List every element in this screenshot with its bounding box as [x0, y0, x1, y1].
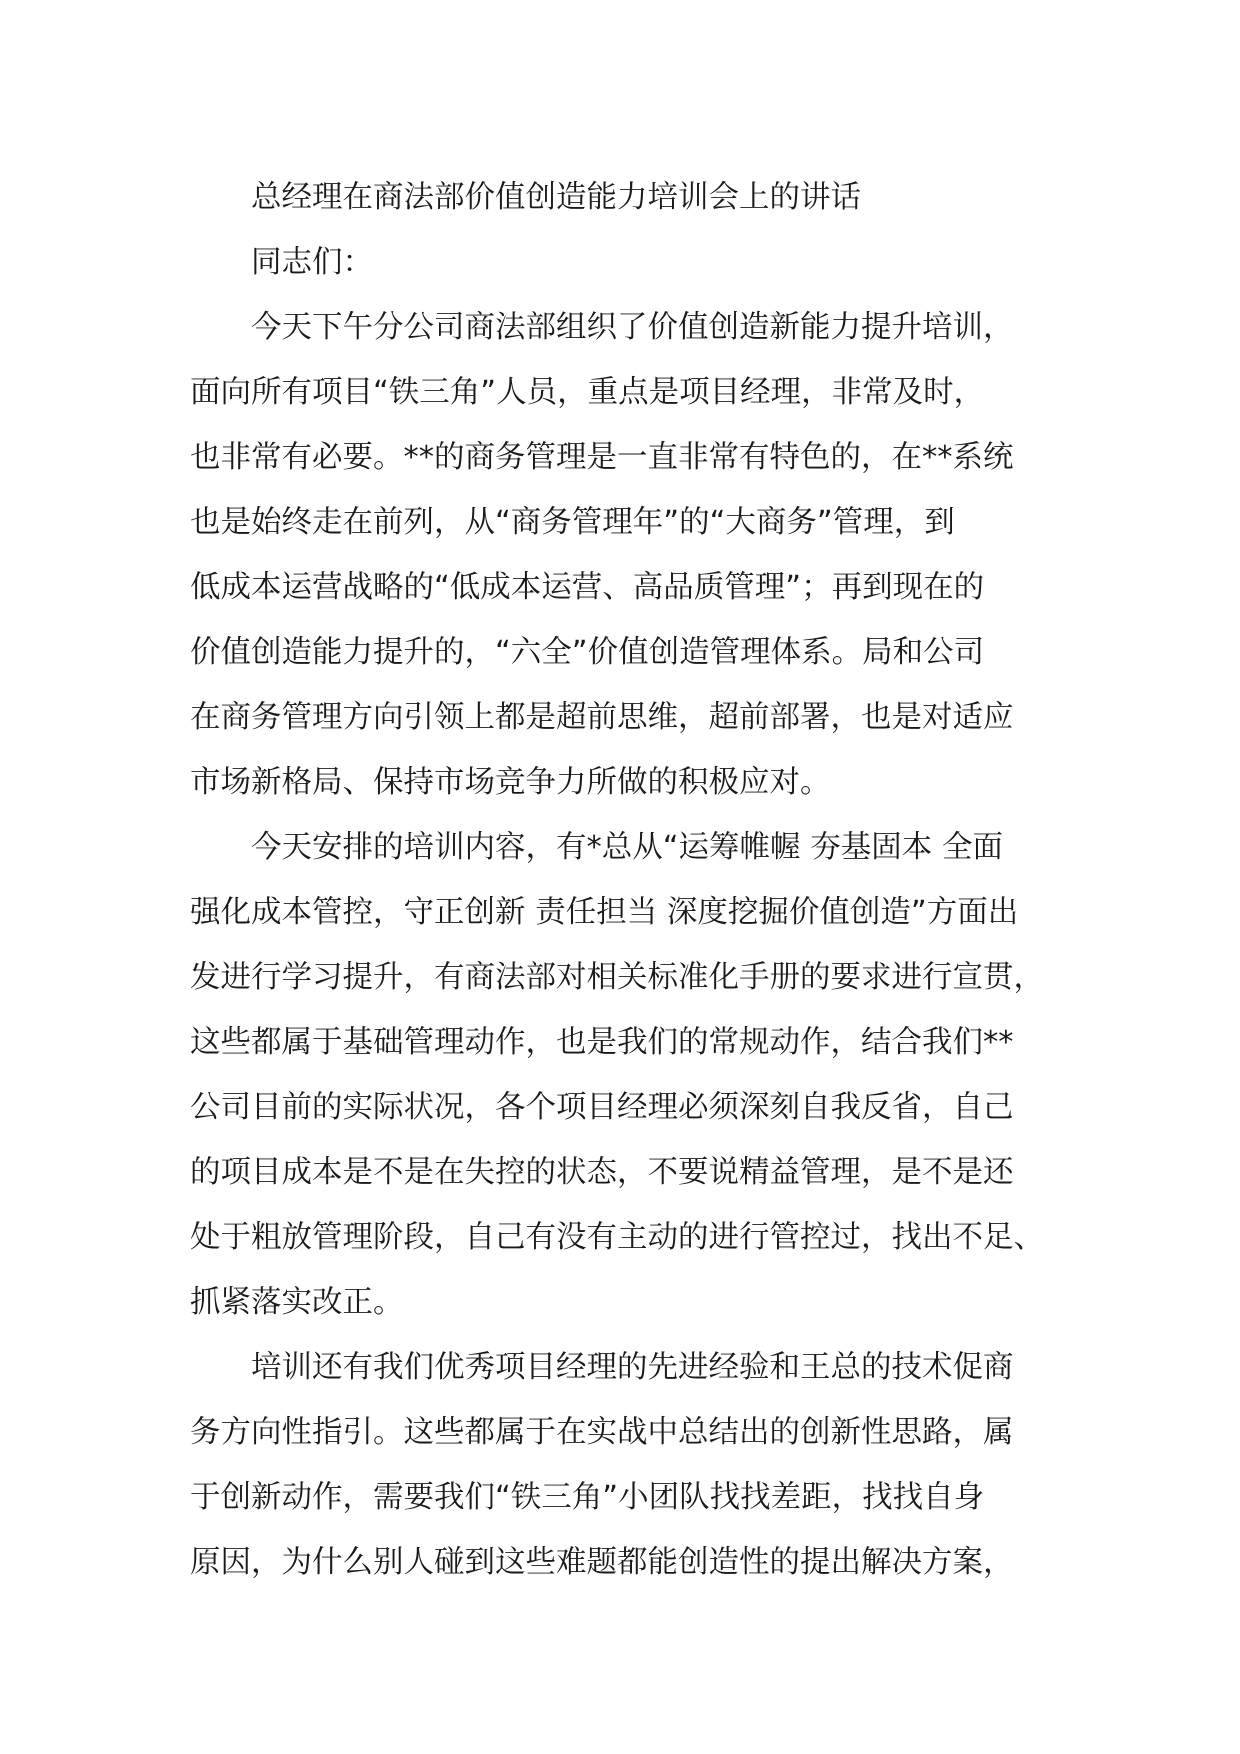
paragraph-line: 在商务管理方向引领上都是超前思维，超前部署，也是对适应 [190, 700, 1014, 735]
salutation: 同志们： [251, 245, 373, 280]
paragraph-line: 价值创造能力提升的，“六全”价值创造管理体系。局和公司 [190, 635, 985, 670]
paragraph-line: 面向所有项目“铁三角”人员，重点是项目经理，非常及时， [190, 375, 985, 410]
paragraph-line: 发进行学习提升，有商法部对相关标准化手册的要求进行宣贯， [190, 960, 1044, 995]
paragraph-line: 市场新格局、保持市场竞争力所做的积极应对。 [190, 765, 831, 800]
paragraph-line: 低成本运营战略的“低成本运营、高品质管理”；再到现在的 [190, 570, 985, 605]
paragraph-line: 今天下午分公司商法部组织了价值创造新能力提升培训， [251, 310, 1014, 345]
document-title: 总经理在商法部价值创造能力培训会上的讲话 [251, 180, 861, 215]
paragraph-line: 也非常有必要。**的商务管理是一直非常有特色的，在**系统 [190, 440, 1014, 475]
paragraph-2 [190, 815, 1090, 1335]
paragraph-line: 公司目前的实际状况，各个项目经理必须深刻自我反省，自己 [190, 1090, 1014, 1125]
paragraph-line: 抓紧落实改正。 [190, 1285, 404, 1320]
document-body [190, 165, 1090, 1595]
paragraph-line: 务方向性指引。这些都属于在实战中总结出的创新性思路，属 [190, 1415, 1014, 1450]
paragraph-line: 于创新动作，需要我们“铁三角”小团队找找差距，找找自身 [190, 1480, 985, 1515]
paragraph-line: 强化成本管控，守正创新 责任担当 深度挖掘价值创造”方面出 [190, 895, 1019, 930]
paragraph-line: 的项目成本是不是在失控的状态，不要说精益管理，是不是还 [190, 1155, 1014, 1190]
paragraph-line: 这些都属于基础管理动作，也是我们的常规动作，结合我们** [190, 1025, 1014, 1060]
paragraph-line: 原因，为什么别人碰到这些难题都能创造性的提出解决方案， [190, 1545, 1014, 1580]
paragraph-line: 培训还有我们优秀项目经理的先进经验和王总的技术促商 [251, 1350, 1014, 1385]
paragraph-1 [190, 295, 1090, 815]
paragraph-3 [190, 1335, 1090, 1595]
paragraph-line: 今天安排的培训内容，有*总从“运筹帷幄 夯基固本 全面 [251, 830, 1003, 865]
paragraph-line: 也是始终走在前列，从“商务管理年”的“大商务”管理，到 [190, 505, 955, 540]
paragraph-line: 处于粗放管理阶段，自己有没有主动的进行管控过，找出不足、 [190, 1220, 1044, 1255]
